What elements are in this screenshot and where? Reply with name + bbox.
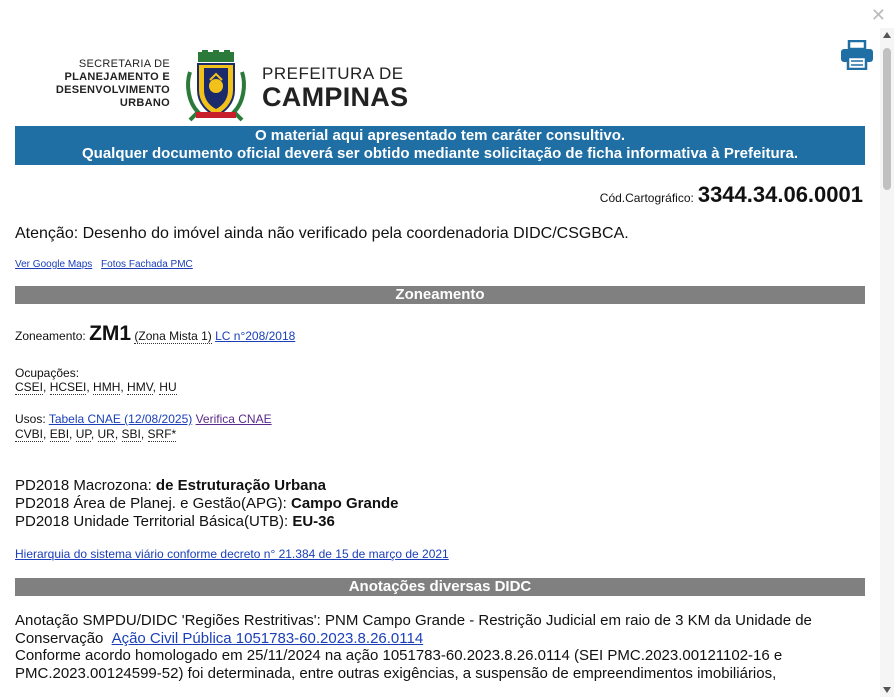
ocupacao-item: HCSEI <box>49 380 87 394</box>
google-maps-link[interactable]: Ver Google Maps <box>15 259 93 270</box>
vertical-scrollbar[interactable] <box>880 28 894 697</box>
pd2018-block <box>15 477 399 531</box>
anotacao-text-2: Conforme acordo homologado em 25/11/2024 na ação 1051783-60.2023.8.26.0114 (SEI PMC.2023.00121102-16 e PMC.2023.00124599-52) foi determinada, entre outras exigências, a suspensão de empreendimentos imobiliários, <box>15 647 783 682</box>
anotacoes-text <box>15 612 870 682</box>
uso-item: EBI <box>49 427 70 441</box>
secretaria-logo-text: SECRETARIA DE PLANEJAMENTO E DESENVOLVIMENTO URBANO <box>55 58 170 109</box>
ocupacao-item: CSEI <box>15 380 44 394</box>
prefeitura-logo-text: PREFEITURA DE CAMPINAS <box>262 64 409 112</box>
printer-icon[interactable] <box>840 40 874 70</box>
tabela-cnae-link[interactable]: Tabela CNAE (12/08/2025) <box>48 412 193 426</box>
attention-notice: Atenção: Desenho do imóvel ainda não verificado pela coordenadoria DIDC/CSGBCA. <box>15 225 629 242</box>
banner-line-2: Qualquer documento oficial deverá ser obtido mediante solicitação de ficha informativa à Prefeitura. <box>81 145 799 162</box>
ocupacao-item: HMV <box>127 380 153 394</box>
banner-line-1: O material aqui apresentado tem caráter consultivo. <box>254 127 626 144</box>
hierarquia-link-text[interactable]: Hierarquia do sistema viário conforme decreto n° 21.384 de 15 de março de 2021 <box>15 547 449 561</box>
verifica-cnae-link[interactable]: Verifica CNAE <box>195 412 272 426</box>
usos-block <box>15 412 272 442</box>
acao-civil-link[interactable]: Ação Civil Pública 1051783-60.2023.8.26.0114 <box>111 629 424 647</box>
usos-list: CVBI, EBI, UP, UR, SBI, SRF* <box>15 427 177 441</box>
fotos-fachada-link[interactable]: Fotos Fachada PMC <box>101 259 193 270</box>
ocupacoes-label: Ocupações: <box>15 366 80 380</box>
external-links <box>15 259 199 270</box>
macrozona-value: de Estruturação Urbana <box>155 477 326 494</box>
apg-label: PD2018 Área de Planej. e Gestão(APG): <box>15 495 287 512</box>
anotacao-text-1: Anotação SMPDU/DIDC 'Regiões Restritivas': PNM Campo Grande - Restrição Judicial em raio de 3 KM da Unidade de Conservação <box>15 612 812 647</box>
uso-item: SRF* <box>147 427 177 441</box>
uso-item: UP <box>75 427 91 441</box>
ocupacoes-list: CSEI, HCSEI, HMH, HMV, HU <box>15 380 177 394</box>
uso-item: CVBI <box>15 427 44 441</box>
section-zoneamento-header: Zoneamento <box>15 286 865 304</box>
cod-label: Cód.Cartográfico: <box>599 191 694 205</box>
scroll-up-arrow[interactable] <box>883 32 891 38</box>
uso-item: UR <box>97 427 115 441</box>
zoneamento-row <box>15 322 295 346</box>
cartographic-code <box>600 182 863 208</box>
ocupacoes-block <box>15 366 177 394</box>
macrozona-label: PD2018 Macrozona: <box>15 477 152 494</box>
section-anotacoes-header: Anotações diversas DIDC <box>15 578 865 596</box>
coat-of-arms-icon <box>184 50 248 122</box>
utb-label: PD2018 Unidade Territorial Básica(UTB): <box>15 513 289 530</box>
page-header <box>50 46 410 122</box>
lei-link[interactable]: LC n°208/2018 <box>215 329 296 343</box>
scroll-thumb[interactable] <box>883 48 891 190</box>
apg-value: Campo Grande <box>291 495 399 512</box>
consultive-notice-banner <box>15 126 865 165</box>
close-icon[interactable]: ✕ <box>870 5 886 25</box>
hierarquia-link[interactable] <box>15 547 449 561</box>
ocupacao-item: HU <box>159 380 177 394</box>
utb-value: EU-36 <box>292 513 335 530</box>
ocupacao-item: HMH <box>93 380 121 394</box>
zone-description: (Zona Mista 1) <box>134 329 212 343</box>
usos-label: Usos: <box>15 412 46 426</box>
scroll-down-arrow[interactable] <box>883 687 891 693</box>
uso-item: SBI <box>121 427 141 441</box>
zone-code: ZM1 <box>89 322 132 345</box>
cod-value: 3344.34.06.0001 <box>697 182 863 207</box>
zoneamento-label: Zoneamento: <box>15 329 86 343</box>
